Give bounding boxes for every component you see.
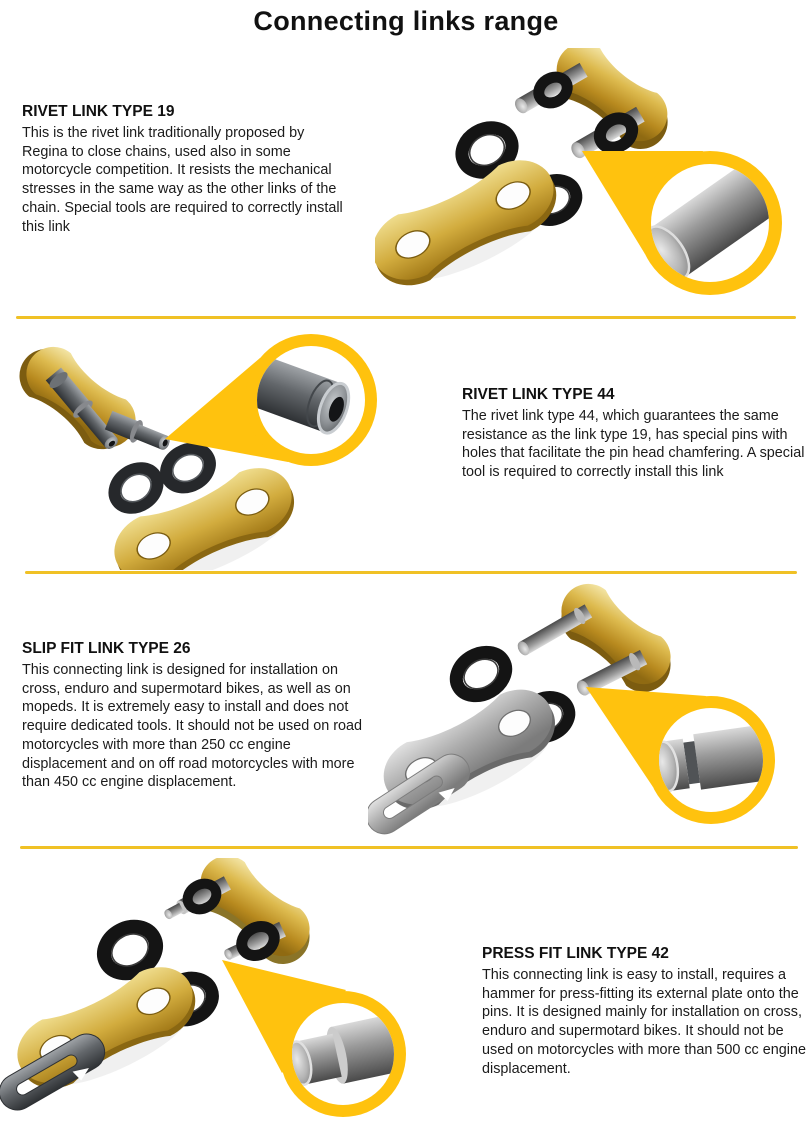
page-title: Connecting links range (253, 6, 559, 36)
section-type44-body: The rivet link type 44, which guarantees the same resistance as the link type 19, has special pins with holes that facilitate the pin head chamfering. A special tool is required to correctly install this link (462, 408, 805, 481)
magnifier-callout-icon (586, 687, 810, 824)
section-type19-text (22, 103, 346, 236)
section-divider (20, 846, 798, 849)
outer-plate-with-pins (8, 333, 173, 463)
section-type26-heading: SLIP FIT LINK TYPE 26 (22, 640, 191, 657)
section-type26-body: This connecting link is designed for installation on cross, enduro and supermotard bikes, as well as on mopeds. It is extremely easy to install and does not require dedicated tools. It should not be used on road motorcycles with more than 250 cc engine displacement and on off road motorcycles with more than 450 cc engine displacement. (22, 662, 363, 791)
section-type19-body: This is the rivet link traditionally proposed by Regina to close chains, used also in some motorcycle competition. It resists the mechanical stresses in the same way as the other links of the chain. Special tools are required to correctly install this link (22, 125, 343, 235)
outer-plate-with-pins (162, 858, 325, 975)
section-type19-heading: RIVET LINK TYPE 19 (22, 103, 175, 120)
slip-fit-link-type-26-photo (368, 582, 810, 840)
press-fit-link-type-42-photo (0, 858, 462, 1125)
section-type26-text (22, 640, 372, 792)
magnifier-callout-icon (222, 960, 462, 1117)
o-ring (159, 441, 217, 495)
rivet-link-type-44-photo (8, 320, 445, 570)
section-type42-body: This connecting link is easy to install, requires a hammer for press-fitting its external plate onto the pins. It is designed mainly for installation on cross, enduro and supermotard bikes. It should not be used on motorcycles with more than 500 cc engine displacement. (482, 967, 806, 1077)
section-divider (16, 316, 796, 319)
section-type42-text (482, 945, 812, 1078)
hollow-pin (104, 409, 173, 456)
section-divider (25, 571, 797, 574)
outer-plate-with-pins (512, 48, 682, 161)
section-type42-heading: PRESS FIT LINK TYPE 42 (482, 945, 669, 962)
section-type44-heading: RIVET LINK TYPE 44 (462, 386, 615, 403)
section-type44-text (462, 386, 807, 482)
rivet-link-type-19-photo (375, 48, 812, 303)
magnifier-callout-icon (582, 131, 812, 295)
outer-plate-with-pins (515, 582, 686, 703)
inner-plate (6, 954, 210, 1108)
o-ring (107, 460, 165, 516)
